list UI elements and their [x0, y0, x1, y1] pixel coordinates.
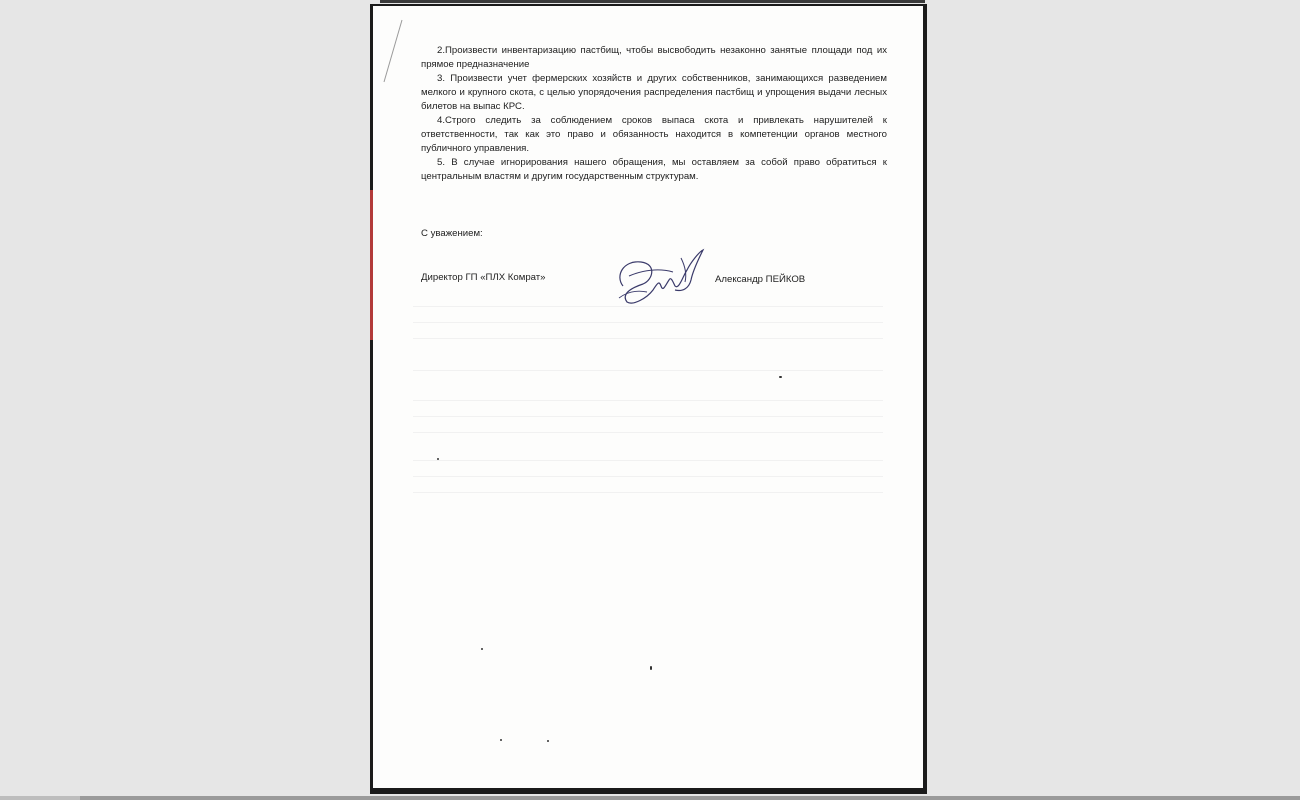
handwritten-signature: [613, 246, 708, 308]
signatory-name: Александр ПЕЙКОВ: [715, 274, 806, 285]
horizontal-scrollbar[interactable]: [0, 796, 1300, 800]
closing-salutation: С уважением:: [421, 228, 483, 239]
letter-body: [421, 44, 887, 184]
pen-stroke-mark: [378, 16, 408, 86]
top-edge-strip: [380, 0, 925, 3]
scrollbar-thumb[interactable]: [0, 796, 80, 800]
paragraph-item-3: 3. Произвести учет фермерских хозяйств и других собственников, занимающихся разведением мелкого и крупного скота, с целью упорядочения распределения пастбищ и упрощения выдачи лесных билетов на выпас КРС.: [421, 73, 887, 112]
signatory-position: Директор ГП «ПЛХ Комрат»: [421, 272, 546, 283]
paragraph-item-4: 4.Строго следить за соблюдением сроков выпаса скота и привлекать нарушителей к ответственности, так как это право и обязанность находится в компетенции органов местного публичного управления.: [421, 115, 887, 154]
paragraph-item-5: 5. В случае игнорирования нашего обращения, мы оставляем за собой право обратиться к центральным властям и другим государственным структурам.: [421, 157, 887, 182]
paragraph-item-2: 2.Произвести инвентаризацию пастбищ, чтобы высвободить незаконно занятые площади под их прямое предназначение: [421, 45, 887, 70]
scanned-page: [373, 6, 923, 788]
